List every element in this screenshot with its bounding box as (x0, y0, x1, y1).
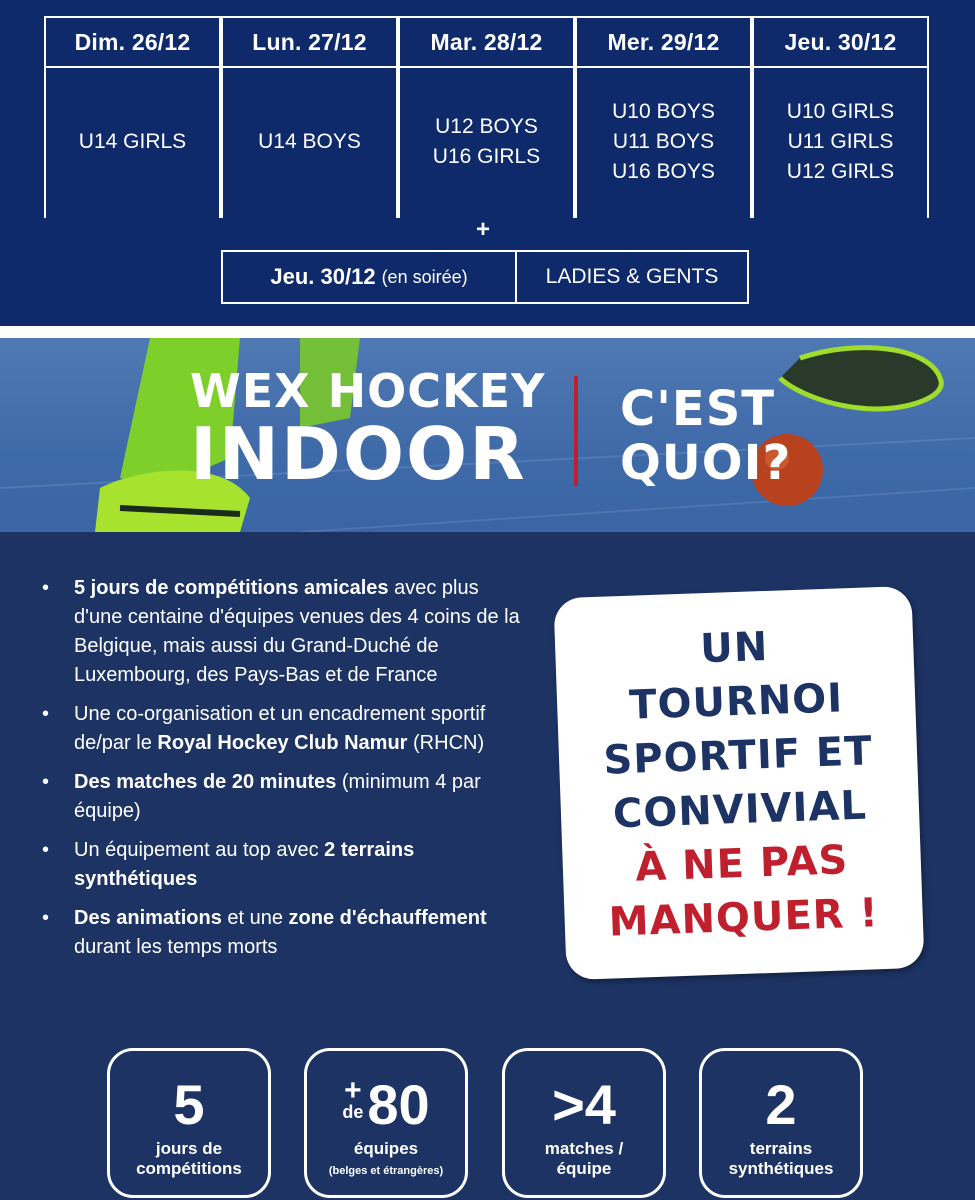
stat-value: >4 (552, 1073, 616, 1136)
evening-date: Jeu. 30/12 (270, 264, 376, 289)
callout-red-line: À NE PAS (634, 837, 850, 891)
category-label: U11 BOYS (612, 130, 715, 153)
callout-red-line: MANQUER ! (607, 890, 880, 946)
schedule-table (44, 16, 930, 218)
feature-text: avec plus d'une centaine d'équipes venues des 4 coins de la Belgique, mais aussi du Grand-Duché de Luxembourg, des Pays-Bas et de France (74, 577, 520, 686)
banner-title (190, 364, 546, 496)
callout-line: TOURNOI (628, 675, 844, 729)
schedule-section (0, 0, 975, 326)
banner-question-line1: C'EST (620, 381, 776, 437)
day-header: Mar. 28/12 (398, 16, 575, 68)
day-categories (575, 66, 752, 218)
feature-text: et une (221, 907, 289, 929)
stat-value: 5 (173, 1073, 205, 1136)
feature-strong: 5 jours de compétitions amicales (74, 577, 389, 599)
bullet-icon: • (42, 771, 50, 793)
plus-de-prefix (342, 1074, 364, 1122)
feature-strong: Des matches de 20 minutes (74, 771, 337, 793)
feature-text: Une co-organisation et un encadrement sportif de/par le (74, 703, 486, 754)
stat-label-line: équipes (353, 1139, 419, 1158)
day-header: Jeu. 30/12 (752, 16, 929, 68)
callout-line: CONVIVIAL (612, 782, 868, 838)
stat-matches (502, 1048, 666, 1198)
stat-label-line: compétitions (136, 1159, 242, 1178)
callout-line: UN (699, 623, 770, 673)
day-header: Lun. 27/12 (221, 16, 398, 68)
stat-fields (699, 1048, 863, 1198)
plus-sign: + (476, 216, 491, 243)
day-categories (752, 66, 929, 218)
stat-label (545, 1139, 623, 1179)
evening-session-row (221, 250, 749, 304)
day-categories (44, 66, 221, 218)
stat-sublabel: (belges et étrangères) (328, 1165, 444, 1177)
banner-title-line2: INDOOR (190, 412, 527, 496)
stat-label-line: équipe (556, 1159, 612, 1178)
stat-label (729, 1139, 834, 1179)
schedule-day-column (221, 16, 398, 218)
feature-text: durant les temps morts (74, 936, 278, 958)
hero-banner (0, 338, 975, 532)
banner-title-line1: WEX HOCKEY (190, 364, 546, 418)
day-header: Mer. 29/12 (575, 16, 752, 68)
banner-divider (574, 376, 578, 486)
evening-category: LADIES & GENTS (545, 265, 719, 288)
stat-number: 80 (367, 1073, 430, 1136)
day-categories (398, 66, 575, 218)
schedule-day-column (575, 16, 752, 218)
list-item (40, 700, 520, 758)
list-item (40, 768, 520, 826)
section-divider (0, 326, 975, 338)
category-label: U10 BOYS (612, 100, 715, 123)
stat-label-line: terrains (749, 1139, 813, 1158)
bullet-icon: • (42, 907, 50, 929)
evening-session-date (223, 252, 517, 302)
tournament-callout (553, 586, 924, 980)
day-header: Dim. 26/12 (44, 16, 221, 68)
plus-prefix: + (344, 1074, 362, 1107)
stat-label (329, 1139, 443, 1181)
bullet-icon: • (42, 577, 50, 599)
feature-text: (minimum 4 par équipe) (74, 771, 481, 822)
feature-strong: 2 terrains synthétiques (74, 839, 415, 890)
stat-teams (304, 1048, 468, 1198)
bullet-icon: • (42, 839, 50, 861)
schedule-day-column (44, 16, 221, 218)
schedule-day-column (398, 16, 575, 218)
category-label: U16 BOYS (612, 160, 715, 183)
bullet-icon: • (42, 703, 50, 725)
stat-label-line: matches / (544, 1139, 624, 1158)
feature-strong: Royal Hockey Club Namur (157, 732, 408, 754)
category-label: U14 GIRLS (78, 130, 187, 153)
day-categories (221, 66, 398, 218)
stat-label-line: synthétiques (728, 1159, 834, 1178)
de-prefix: de (342, 1102, 364, 1122)
schedule-day-column (752, 16, 929, 218)
category-label: U10 GIRLS (786, 100, 895, 123)
feature-list (40, 574, 520, 972)
stat-label-line: jours de (155, 1139, 223, 1158)
evening-note: (en soirée) (381, 266, 468, 287)
stat-label (136, 1139, 242, 1179)
feature-strong: zone d'échauffement (288, 907, 487, 929)
list-item (40, 836, 520, 894)
info-section (0, 532, 975, 1200)
category-label: U16 GIRLS (432, 145, 541, 168)
category-label: U11 GIRLS (787, 130, 894, 153)
list-item (40, 574, 520, 690)
stat-value: 2 (765, 1073, 797, 1136)
callout-line: SPORTIF ET (602, 728, 874, 784)
list-item (40, 904, 520, 962)
stat-days (107, 1048, 271, 1198)
banner-question (620, 382, 791, 490)
feature-text: Un équipement au top avec (74, 839, 325, 861)
category-label: U12 BOYS (435, 115, 538, 138)
banner-question-line2: QUOI? (620, 435, 792, 491)
feature-text: (RHCN) (407, 732, 485, 754)
category-label: U14 BOYS (258, 130, 361, 153)
category-label: U12 GIRLS (786, 160, 895, 183)
feature-strong: Des animations (74, 907, 222, 929)
stat-value (342, 1075, 429, 1135)
